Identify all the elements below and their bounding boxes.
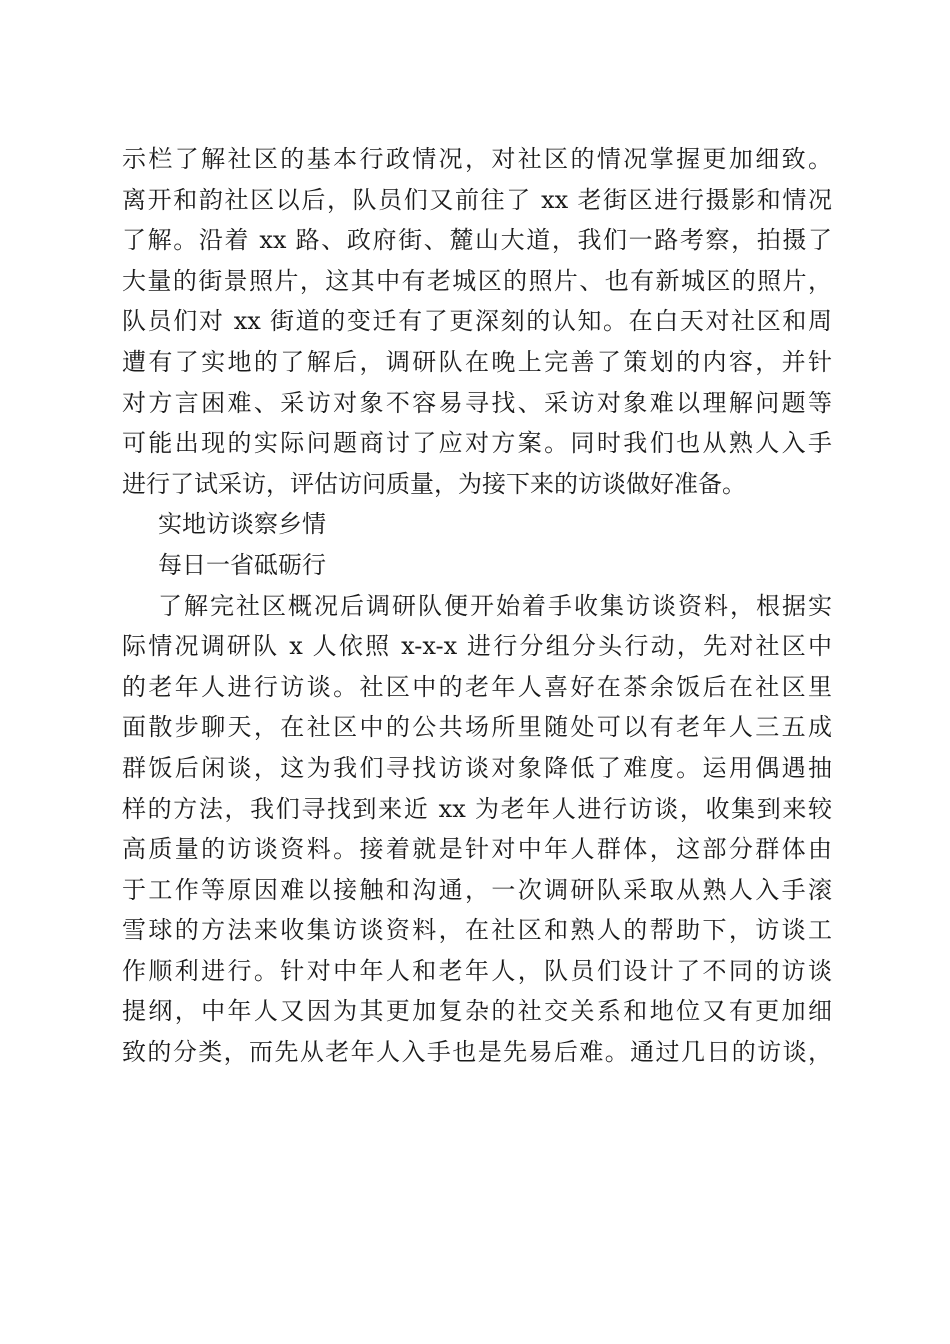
text-line: 队员们对 xx 街道的变迁有了更深刻的认知。在白天对社区和周	[122, 307, 832, 336]
text-line: 样的方法，我们寻找到来近 xx 为老年人进行访谈，收集到来较	[122, 794, 832, 823]
text-line: 进行了试采访，评估访问质量，为接下来的访谈做好准备。	[122, 469, 746, 498]
text-line: 大量的街景照片，这其中有老城区的照片、也有新城区的照片，	[122, 266, 832, 295]
text-line: 遭有了实地的了解后，调研队在晚上完善了策划的内容，并针	[122, 347, 832, 376]
paragraph-intro	[122, 139, 832, 504]
text-line: 示栏了解社区的基本行政情况，对社区的情况掌握更加细致。	[122, 145, 832, 173]
text-line: 雪球的方法来收集访谈资料，在社区和熟人的帮助下，访谈工	[122, 916, 832, 945]
text-line: 提纲，中年人又因为其更加复杂的社交关系和地位又有更加细	[122, 997, 832, 1026]
text-line: 离开和韵社区以后，队员们又前往了 xx 老街区进行摄影和情况	[122, 185, 832, 214]
text-line: 可能出现的实际问题商讨了应对方案。同时我们也从熟人入手	[122, 429, 832, 458]
section-heading: 实地访谈察乡情	[158, 510, 326, 539]
text-line: 对方言困难、采访对象不容易寻找、采访对象难以理解问题等	[122, 388, 832, 417]
text-line: 高质量的访谈资料。接着就是针对中年人群体，这部分群体由	[122, 835, 832, 864]
paragraph-interviews	[122, 586, 832, 1073]
text-line: 作顺利进行。针对中年人和老年人，队员们设计了不同的访谈	[122, 956, 832, 985]
section-heading: 每日一省砥砺行	[158, 550, 326, 579]
text-line: 于工作等原因难以接触和沟通，一次调研队采取从熟人入手滚	[122, 875, 832, 904]
text-line: 面散步聊天，在社区中的公共场所里随处可以有老年人三五成	[122, 713, 832, 742]
text-line: 际情况调研队 x 人依照 x-x-x 进行分组分头行动，先对社区中	[122, 632, 832, 661]
text-line: 致的分类，而先从老年人入手也是先易后难。通过几日的访谈，	[122, 1038, 832, 1067]
document-body	[122, 139, 832, 1073]
text-line: 群饭后闲谈，这为我们寻找访谈对象降低了难度。运用偶遇抽	[122, 753, 832, 782]
text-line: 的老年人进行访谈。社区中的老年人喜好在茶余饭后在社区里	[122, 672, 832, 701]
text-line: 了解。沿着 xx 路、政府街、麓山大道，我们一路考察，拍摄了	[122, 226, 832, 255]
text-line: 了解完社区概况后调研队便开始着手收集访谈资料，根据实	[158, 591, 832, 620]
